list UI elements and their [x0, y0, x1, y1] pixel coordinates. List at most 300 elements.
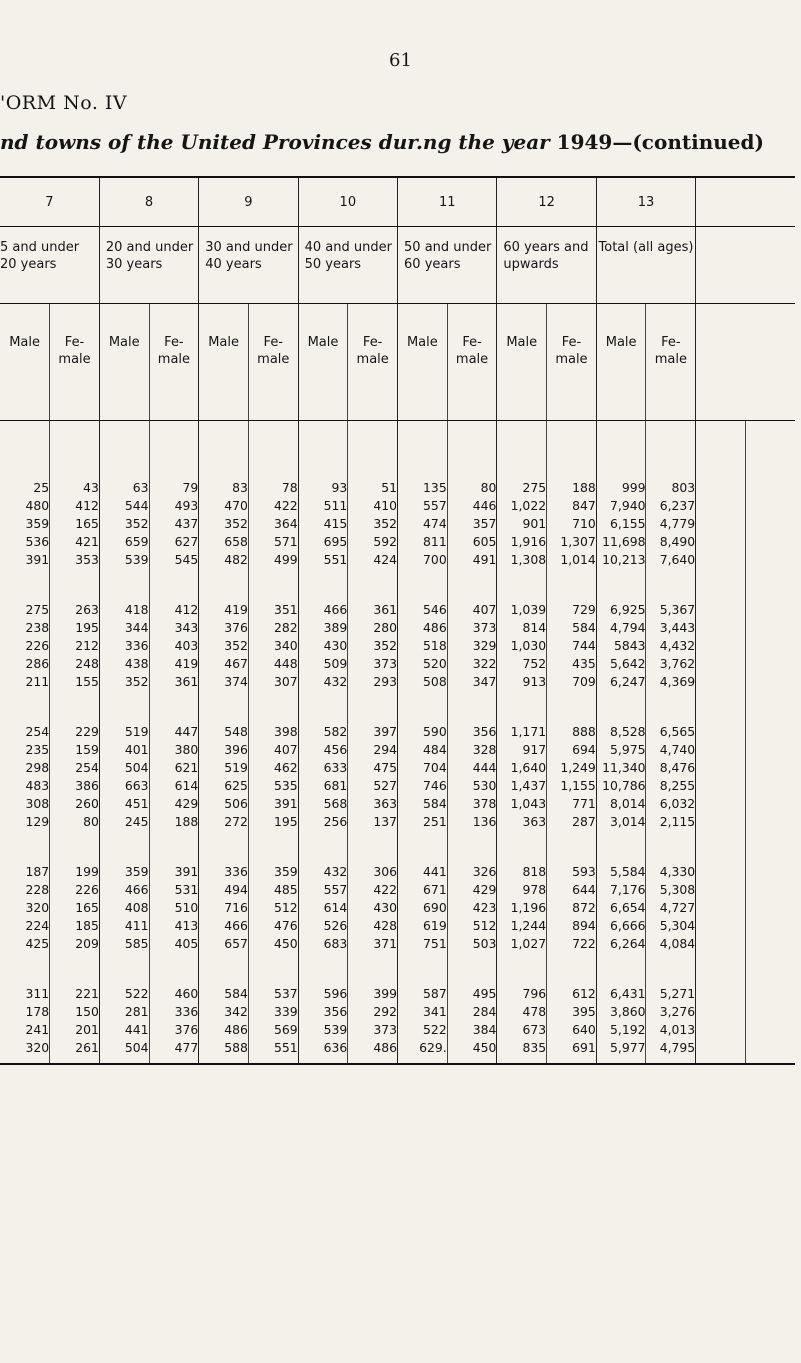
table-cell: 8,490	[646, 533, 696, 551]
table-cell: 155	[50, 673, 100, 691]
table-cell: 596	[298, 985, 348, 1003]
table-cell: 614	[149, 777, 199, 795]
table-cell: 5,977	[596, 1039, 646, 1057]
page-number: 61	[389, 50, 412, 71]
table-row	[0, 637, 795, 655]
table-cell: 221	[50, 985, 100, 1003]
table-cell: 352	[199, 515, 249, 533]
table-cell: 2,115	[646, 813, 696, 831]
table-cell: 311	[25, 986, 50, 1001]
table-cell: 475	[348, 759, 398, 777]
table-cell: 629.	[398, 1039, 448, 1057]
table-cell: 272	[199, 813, 249, 831]
table-cell: 341	[398, 1003, 448, 1021]
table-cell: 6,565	[646, 723, 696, 741]
table-cell: 588	[199, 1039, 249, 1057]
table-cell: 352	[348, 515, 398, 533]
table-cell: 187	[25, 864, 50, 879]
table-cell: 364	[248, 515, 298, 533]
table-cell: 484	[398, 741, 448, 759]
table-cell: 280	[348, 619, 398, 637]
table-cell: 466	[99, 881, 149, 899]
male-header: Male	[199, 304, 249, 421]
table-cell: 704	[398, 759, 448, 777]
table-cell: 185	[50, 917, 100, 935]
table-cell: 284	[447, 1003, 497, 1021]
table-cell: 374	[199, 673, 249, 691]
table-cell: 306	[348, 863, 398, 881]
table-cell: 294	[348, 741, 398, 759]
table-cell: 771	[547, 795, 597, 813]
table-cell: 188	[547, 479, 597, 497]
table-cell: 361	[348, 601, 398, 619]
table-cell: 307	[248, 673, 298, 691]
table-cell: 495	[447, 985, 497, 1003]
table-cell: 373	[348, 655, 398, 673]
table-cell: 467	[199, 655, 249, 673]
table-cell: 571	[248, 533, 298, 551]
table-cell: 5,642	[596, 655, 646, 673]
table-cell: 605	[447, 533, 497, 551]
table-cell: 25	[33, 480, 50, 495]
male-header: Male	[298, 304, 348, 421]
table-cell: 11,698	[596, 533, 646, 551]
male-header: Male	[596, 304, 646, 421]
table-cell: 585	[99, 935, 149, 953]
table-cell: 673	[497, 1021, 547, 1039]
table-cell: 441	[398, 863, 448, 881]
table-cell: 814	[497, 619, 547, 637]
table-cell: 8,476	[646, 759, 696, 777]
table-cell: 359	[25, 516, 50, 531]
table-cell: 430	[298, 637, 348, 655]
table-cell: 199	[50, 863, 100, 881]
column-number: 7	[0, 177, 99, 227]
table-row	[0, 863, 795, 881]
table-cell: 80	[50, 813, 100, 831]
table-cell: 428	[348, 917, 398, 935]
male-header: Male	[398, 304, 448, 421]
female-header: Fe- male	[248, 304, 298, 421]
table-cell: 6,237	[646, 497, 696, 515]
table-cell: 729	[547, 601, 597, 619]
table-cell: 448	[248, 655, 298, 673]
table-cell: 551	[298, 551, 348, 569]
table-cell: 536	[25, 534, 50, 549]
table-cell: 569	[248, 1021, 298, 1039]
table-cell: 504	[99, 1039, 149, 1057]
table-cell: 659	[99, 533, 149, 551]
table-cell: 1,196	[497, 899, 547, 917]
table-cell: 437	[149, 515, 199, 533]
table-cell: 391	[149, 863, 199, 881]
table-cell: 4,794	[596, 619, 646, 637]
table-cell: 476	[248, 917, 298, 935]
table-cell: 1,437	[497, 777, 547, 795]
table-cell: 251	[398, 813, 448, 831]
age-group-header: 30 and under 40 years	[199, 227, 298, 304]
table-cell: 363	[348, 795, 398, 813]
table-cell: 357	[447, 515, 497, 533]
table-cell: 432	[298, 673, 348, 691]
table-cell: 539	[99, 551, 149, 569]
table-cell: 451	[99, 795, 149, 813]
table-cell: 695	[298, 533, 348, 551]
table-cell: 557	[398, 497, 448, 515]
table-cell: 195	[50, 619, 100, 637]
table-cell: 482	[199, 551, 249, 569]
table-cell: 5,308	[646, 881, 696, 899]
table-cell: 10,213	[596, 551, 646, 569]
table-cell: 444	[447, 759, 497, 777]
column-number: 8	[99, 177, 198, 227]
table-row	[0, 601, 795, 619]
table-cell: 336	[149, 1003, 199, 1021]
table-cell: 254	[50, 759, 100, 777]
table-caption	[0, 130, 764, 154]
table-cell: 408	[99, 899, 149, 917]
table-row	[0, 1039, 795, 1057]
table-cell: 681	[298, 777, 348, 795]
table-cell: 509	[298, 655, 348, 673]
table-cell: 519	[99, 723, 149, 741]
table-cell: 136	[447, 813, 497, 831]
table-cell: 593	[547, 863, 597, 881]
table-cell: 584	[199, 985, 249, 1003]
table-cell: 1,307	[547, 533, 597, 551]
table-cell: 640	[547, 1021, 597, 1039]
table-row	[0, 881, 795, 899]
table-cell: 8,528	[596, 723, 646, 741]
table-cell: 4,369	[646, 673, 696, 691]
table-cell: 226	[50, 881, 100, 899]
table-cell: 584	[398, 795, 448, 813]
caption-suffix: —(continued)	[612, 130, 764, 154]
table-cell: 4,727	[646, 899, 696, 917]
table-cell: 1,030	[497, 637, 547, 655]
table-cell: 658	[199, 533, 249, 551]
table-cell: 709	[547, 673, 597, 691]
table-cell: 347	[447, 673, 497, 691]
table-cell: 438	[99, 655, 149, 673]
table-cell: 518	[398, 637, 448, 655]
table-cell: 710	[547, 515, 597, 533]
table-cell: 539	[298, 1021, 348, 1039]
table-cell: 619	[398, 917, 448, 935]
table-cell: 373	[447, 619, 497, 637]
table-row	[0, 723, 795, 741]
table-cell: 1,249	[547, 759, 597, 777]
table-row	[0, 795, 795, 813]
table-cell: 474	[398, 515, 448, 533]
table-cell: 6,155	[596, 515, 646, 533]
table-row	[0, 759, 795, 777]
table-cell: 6,264	[596, 935, 646, 953]
table-cell: 612	[547, 985, 597, 1003]
table-cell: 425	[25, 936, 50, 951]
table-cell: 522	[398, 1021, 448, 1039]
caption-text: nd towns of the United Provinces dur.ng the year	[0, 130, 557, 154]
table-cell: 422	[348, 881, 398, 899]
table-cell: 519	[199, 759, 249, 777]
table-row	[0, 551, 795, 569]
table-cell: 405	[149, 935, 199, 953]
table-cell: 224	[25, 918, 50, 933]
table-cell: 397	[348, 723, 398, 741]
table-cell: 344	[99, 619, 149, 637]
table-cell: 380	[149, 741, 199, 759]
table-cell: 418	[99, 601, 149, 619]
table-cell: 209	[50, 935, 100, 953]
table-cell: 548	[199, 723, 249, 741]
table-cell: 636	[298, 1039, 348, 1057]
table-cell: 423	[447, 899, 497, 917]
table-cell: 3,443	[646, 619, 696, 637]
table-cell: 8,255	[646, 777, 696, 795]
table-cell: 5,584	[596, 863, 646, 881]
table-cell: 275	[25, 602, 50, 617]
table-row	[0, 515, 795, 533]
table-cell: 226	[25, 638, 50, 653]
table-cell: 407	[447, 601, 497, 619]
table-cell: 389	[298, 619, 348, 637]
table-cell: 590	[398, 723, 448, 741]
table-cell: 396	[199, 741, 249, 759]
table-cell: 1,640	[497, 759, 547, 777]
table-cell: 135	[398, 479, 448, 497]
female-header: Fe- male	[348, 304, 398, 421]
female-header: Fe- male	[149, 304, 199, 421]
table-cell: 165	[50, 899, 100, 917]
table-cell: 399	[348, 985, 398, 1003]
table-cell: 1,244	[497, 917, 547, 935]
table-cell: 5,271	[646, 985, 696, 1003]
table-cell: 671	[398, 881, 448, 899]
table-cell: 254	[25, 724, 50, 739]
table-cell: 248	[50, 655, 100, 673]
female-header: Fe- male	[50, 304, 100, 421]
table-cell: 411	[99, 917, 149, 935]
table-cell: 8,014	[596, 795, 646, 813]
table-cell: 281	[99, 1003, 149, 1021]
table-cell: 5,192	[596, 1021, 646, 1039]
table-cell: 201	[50, 1021, 100, 1039]
table-cell: 499	[248, 551, 298, 569]
table-cell: 4,740	[646, 741, 696, 759]
table-cell: 43	[50, 479, 100, 497]
table-cell: 352	[99, 673, 149, 691]
table-cell: 690	[398, 899, 448, 917]
table-cell: 744	[547, 637, 597, 655]
table-cell: 320	[25, 1040, 50, 1055]
table-row	[0, 985, 795, 1003]
table-cell: 359	[248, 863, 298, 881]
table-cell: 412	[149, 601, 199, 619]
table-cell: 356	[447, 723, 497, 741]
table-cell: 663	[99, 777, 149, 795]
table-cell: 818	[497, 863, 547, 881]
table-cell: 356	[298, 1003, 348, 1021]
table-cell: 137	[348, 813, 398, 831]
table-cell: 700	[398, 551, 448, 569]
table-cell: 872	[547, 899, 597, 917]
table-row	[0, 813, 795, 831]
table-body	[0, 421, 795, 1065]
table-cell: 446	[447, 497, 497, 515]
table-cell: 486	[199, 1021, 249, 1039]
table-cell: 435	[547, 655, 597, 673]
table-cell: 322	[447, 655, 497, 673]
table-cell: 520	[398, 655, 448, 673]
table-cell: 888	[547, 723, 597, 741]
table-cell: 746	[398, 777, 448, 795]
table-cell: 691	[547, 1039, 597, 1057]
table-cell: 352	[348, 637, 398, 655]
table-cell: 287	[547, 813, 597, 831]
male-header: Male	[99, 304, 149, 421]
table-cell: 913	[497, 673, 547, 691]
table-cell: 412	[50, 497, 100, 515]
table-cell: 432	[298, 863, 348, 881]
column-number: 13	[596, 177, 695, 227]
table-cell: 625	[199, 777, 249, 795]
table-cell: 621	[149, 759, 199, 777]
table-cell: 835	[497, 1039, 547, 1057]
table-cell: 6,247	[596, 673, 646, 691]
table-cell: 4,330	[646, 863, 696, 881]
table-cell: 398	[248, 723, 298, 741]
table-cell: 470	[199, 497, 249, 515]
table-cell: 450	[447, 1039, 497, 1057]
table-cell: 546	[398, 601, 448, 619]
table-cell: 1,308	[497, 551, 547, 569]
table-cell: 320	[25, 900, 50, 915]
table-cell: 901	[497, 515, 547, 533]
table-cell: 7,176	[596, 881, 646, 899]
table-cell: 340	[248, 637, 298, 655]
sex-header-row	[0, 304, 795, 421]
table-cell: 245	[99, 813, 149, 831]
table-cell: 1,014	[547, 551, 597, 569]
table-cell: 447	[149, 723, 199, 741]
table-cell: 587	[398, 985, 448, 1003]
table-cell: 328	[447, 741, 497, 759]
table-cell: 460	[149, 985, 199, 1003]
table-cell: 352	[99, 515, 149, 533]
table-cell: 478	[497, 1003, 547, 1021]
table-row	[0, 935, 795, 953]
age-group-row	[0, 227, 795, 304]
table-cell: 466	[199, 917, 249, 935]
table-cell: 373	[348, 1021, 398, 1039]
table-cell: 582	[298, 723, 348, 741]
table-cell: 343	[149, 619, 199, 637]
table-cell: 10,786	[596, 777, 646, 795]
table-cell: 486	[348, 1039, 398, 1057]
table-cell: 384	[447, 1021, 497, 1039]
table-cell: 4,013	[646, 1021, 696, 1039]
table-cell: 263	[50, 601, 100, 619]
table-cell: 5,367	[646, 601, 696, 619]
table-cell: 592	[348, 533, 398, 551]
table-cell: 241	[25, 1022, 50, 1037]
table-cell: 917	[497, 741, 547, 759]
table-cell: 4,779	[646, 515, 696, 533]
table-cell: 3,014	[596, 813, 646, 831]
table-row	[0, 479, 795, 497]
table-cell: 1,022	[497, 497, 547, 515]
table-cell: 403	[149, 637, 199, 655]
table-cell: 424	[348, 551, 398, 569]
table-cell: 376	[199, 619, 249, 637]
table-cell: 178	[25, 1004, 50, 1019]
table-cell: 803	[646, 479, 696, 497]
table-cell: 83	[199, 479, 249, 497]
table-cell: 466	[298, 601, 348, 619]
table-cell: 584	[547, 619, 597, 637]
table-cell: 683	[298, 935, 348, 953]
table-row	[0, 741, 795, 759]
table-cell: 391	[25, 552, 50, 567]
table-cell: 238	[25, 620, 50, 635]
table-cell: 3,276	[646, 1003, 696, 1021]
table-cell: 503	[447, 935, 497, 953]
table-cell: 462	[248, 759, 298, 777]
table-cell: 235	[25, 742, 50, 757]
table-cell: 512	[248, 899, 298, 917]
table-cell: 413	[149, 917, 199, 935]
table-cell: 657	[199, 935, 249, 953]
table-cell: 11,340	[596, 759, 646, 777]
table-cell: 722	[547, 935, 597, 953]
table-cell: 371	[348, 935, 398, 953]
table-cell: 261	[50, 1039, 100, 1057]
table-cell: 510	[149, 899, 199, 917]
table-cell: 165	[50, 515, 100, 533]
table-cell: 614	[298, 899, 348, 917]
table-cell: 477	[149, 1039, 199, 1057]
table-row	[0, 1003, 795, 1021]
table-row	[0, 673, 795, 691]
table-cell: 1,027	[497, 935, 547, 953]
table-cell: 410	[348, 497, 398, 515]
table-cell: 1,039	[497, 601, 547, 619]
column-number: 11	[398, 177, 497, 227]
table-cell: 336	[99, 637, 149, 655]
female-header: Fe- male	[447, 304, 497, 421]
column-number: 12	[497, 177, 596, 227]
male-header: Male	[0, 304, 50, 421]
table-cell: 644	[547, 881, 597, 899]
table-cell: 363	[497, 813, 547, 831]
table-cell: 256	[298, 813, 348, 831]
form-label: 'ORM No. IV	[0, 92, 128, 114]
table-row	[0, 777, 795, 795]
table-cell: 483	[25, 778, 50, 793]
table-cell: 537	[248, 985, 298, 1003]
table-cell: 391	[248, 795, 298, 813]
age-group-header: Total (all ages)	[596, 227, 695, 304]
table-cell: 450	[248, 935, 298, 953]
female-header: Fe- male	[547, 304, 597, 421]
table-cell: 751	[398, 935, 448, 953]
table-cell: 4,432	[646, 637, 696, 655]
table-cell: 694	[547, 741, 597, 759]
table-cell: 847	[547, 497, 597, 515]
table-cell: 506	[199, 795, 249, 813]
table-cell: 430	[348, 899, 398, 917]
table-cell: 504	[99, 759, 149, 777]
